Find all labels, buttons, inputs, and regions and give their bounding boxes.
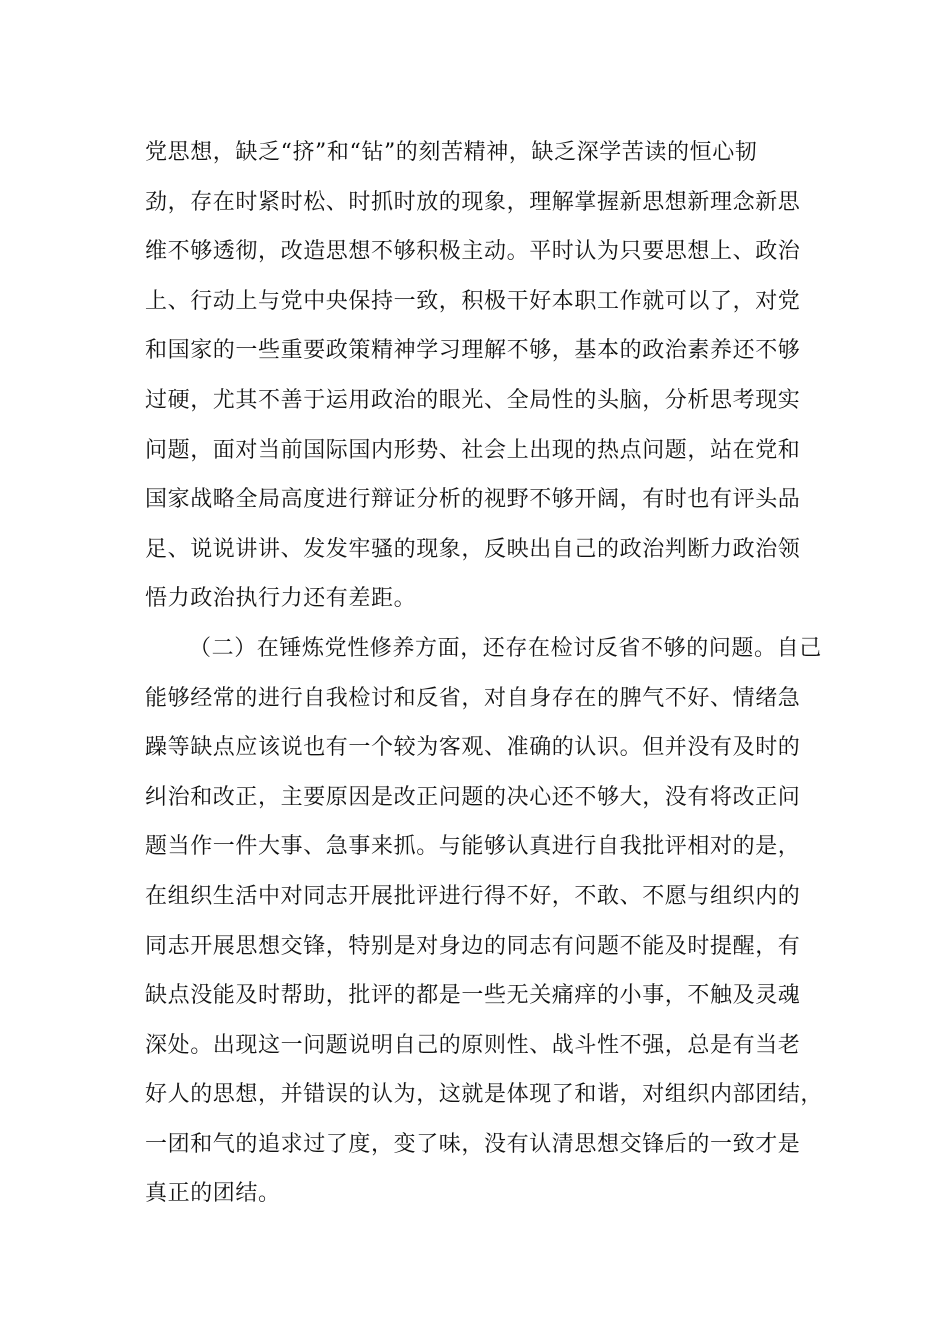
text-line: 同志开展思想交锋，特别是对身边的同志有问题不能及时提醒，有	[145, 933, 801, 959]
text-line: 党思想，缺乏“挤”和“钻”的刻苦精神，缺乏深学苦读的恒心韧	[145, 140, 758, 165]
text-line: 劲，存在时紧时松、时抓时放的现象，理解掌握新思想新理念新思	[145, 189, 801, 215]
text-line: 缺点没能及时帮助，批评的都是一些无关痛痒的小事，不触及灵魂	[145, 983, 801, 1009]
text-line: 上、行动上与党中央保持一致，积极干好本职工作就可以了，对党	[145, 288, 801, 314]
text-line: 在组织生活中对同志开展批评进行得不好，不敢、不愿与组织内的	[145, 883, 801, 909]
text-line: （二）在锤炼党性修养方面，还存在检讨反省不够的问题。自己	[189, 635, 822, 661]
text-line: 好人的思想，并错误的认为，这就是体现了和谐，对组织内部团结，	[145, 1082, 824, 1108]
text-line: 能够经常的进行自我检讨和反省，对自身存在的脾气不好、情绪急	[145, 685, 801, 711]
text-line: 题当作一件大事、急事来抓。与能够认真进行自我批评相对的是，	[145, 834, 801, 860]
text-line: 悟力政治执行力还有差距。	[145, 586, 417, 612]
text-line: 纠治和改正，主要原因是改正问题的决心还不够大，没有将改正问	[145, 784, 801, 810]
document-body	[145, 128, 824, 1219]
text-line: 足、说说讲讲、发发牢骚的现象，反映出自己的政治判断力政治领	[145, 536, 801, 562]
text-line: 国家战略全局高度进行辩证分析的视野不够开阔，有时也有评头品	[145, 487, 801, 513]
text-line: 躁等缺点应该说也有一个较为客观、准确的认识。但并没有及时的	[145, 735, 801, 761]
paragraph-party-spirit	[145, 624, 824, 1219]
paragraph-political-study	[145, 128, 815, 624]
text-line: 问题，面对当前国际国内形势、社会上出现的热点问题，站在党和	[145, 437, 801, 463]
text-line: 过硬，尤其不善于运用政治的眼光、全局性的头脑，分析思考现实	[145, 387, 801, 413]
text-line: 深处。出现这一问题说明自己的原则性、战斗性不强，总是有当老	[145, 1032, 801, 1058]
text-line: 和国家的一些重要政策精神学习理解不够，基本的政治素养还不够	[145, 338, 801, 364]
text-line: 一团和气的追求过了度，变了味，没有认清思想交锋后的一致才是	[145, 1131, 801, 1157]
text-line: 真正的团结。	[145, 1181, 281, 1207]
text-line: 维不够透彻，改造思想不够积极主动。平时认为只要思想上、政治	[145, 239, 801, 265]
